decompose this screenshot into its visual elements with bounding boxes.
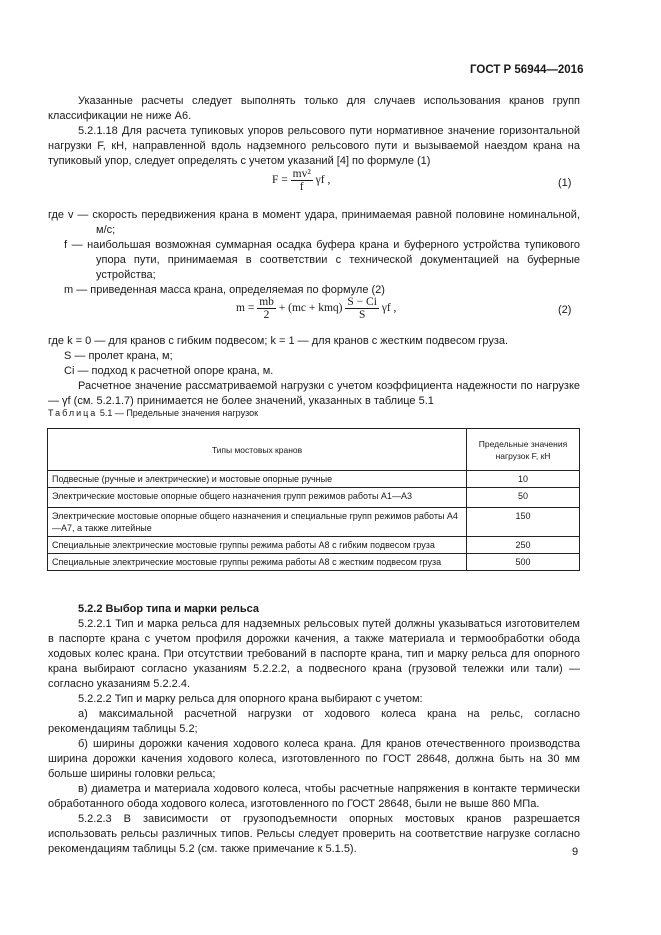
paragraph-5-2-2-2: 5.2.2.2 Тип и марку рельса для опорного крана выбирают с учетом: — [78, 693, 423, 705]
formula-2: m = $\frac{mb}{2}$ + (mc + kmq) $\frac{S - Ci}{S}$ γf , — [236, 296, 397, 321]
table-row: Электрические мостовые опорные общего назначения групп режимов работы А1—А3 50 — [48, 488, 580, 508]
formula-1-number: (1) — [558, 177, 572, 189]
definition-m: m — приведенная масса крана, определяемая по формуле (2) — [64, 284, 385, 296]
formula-2-fraction-1: $\frac{mb}{2}$ — [259, 296, 274, 321]
table-row: Электрические мостовые опорные общего назначения и специальные групп режимов работы А4—А7, а также литейные 150 — [48, 508, 580, 537]
table-header-row — [48, 429, 580, 471]
paragraph-5-2-1-18: 5.2.1.18 Для расчета тупиковых упоров рельсового пути нормативное значение горизонтальной нагрузки F, кН, направленной вдоль надземного рельсового пути и вызываемой наездом крана на тупиковый упор, следует определять с учетом указаний [4] по формуле (1) — [48, 125, 580, 167]
formula-2-number: (2) — [558, 304, 572, 316]
intro-paragraph: Указанные расчеты следует выполнять только для случаев использования кранов групп классификации не ниже А6. — [48, 95, 580, 122]
definition-k: где k = 0 — для кранов с гибким подвесом; k = 1 — для кранов с жестким подвесом груза. — [48, 335, 509, 347]
list-item-b: б) ширины дорожки качения ходового колеса крана. Для кранов отечественного производства ширина дорожки качения ходового колеса, изготовленного по ГОСТ 28648, должна быть на 30 мм больше ширины головки рельса; — [48, 738, 580, 780]
calc-paragraph: Расчетное значение рассматриваемой нагрузки с учетом коэффициента надежности по нагрузке — γf (см. 5.2.1.7) принимается не более значений, указанных в таблице 5.1 — [48, 380, 580, 407]
formula-2-fraction-2: $\frac{S - Ci}{S}$ — [347, 296, 377, 321]
paragraph-5-2-2-1: 5.2.2.1 Тип и марка рельса для надземных рельсовых путей должны указываться изготовителем в паспорте крана с учетом профиля дорожки качения, а также материала и термообработки обода ходовых колес крана. При отсутствии требований в паспорте крана, тип и марку рельса для опорного крана выбирают согласно указаниям 5.2.2.2, а подвесного крана (грузовой тележки или тали) — согласно указаниям 5.2.2.4. — [48, 618, 580, 690]
definition-v: где v — скорость передвижения крана в момент удара, принимаемая равной половине номинальной, м/с; — [48, 209, 580, 236]
formula-1: F = $\frac{\text{mv²}}{f}$ γf , — [272, 168, 331, 193]
definition-ci: Ci — подход к расчетной опоре крана, м. — [64, 365, 274, 377]
definition-f: f — наибольшая возможная суммарная осадка буфера крана и буферного устройства тупикового упора пути, принимаемая в соответствии с технической документацией на буферные устройства; — [64, 239, 580, 281]
list-item-c: в) диаметра и материала ходового колеса, чтобы расчетные напряжения в контакте термически обработанного обода ходового колеса, изготовленного по ГОСТ 28648, были не выше 860 МПа. — [48, 783, 580, 810]
limits-table — [47, 428, 580, 571]
section-heading: 5.2.2 Выбор типа и марки рельса — [78, 603, 260, 615]
column-header-limit-values: Предельные значения нагрузок F, кН — [467, 429, 580, 471]
table-row: Специальные электрические мостовые группы режима работы А8 с гибким подвесом груза 250 — [48, 537, 580, 554]
definition-s: S — пролет крана, м; — [64, 350, 173, 362]
table-caption: Таблица 5.1 — Предельные значения нагрузок — [48, 408, 259, 418]
table-row: Специальные электрические мостовые группы режима работы А8 с жестким подвесом груза 500 — [48, 554, 580, 571]
column-header-crane-types: Типы мостовых кранов — [48, 429, 467, 471]
formula-1-fraction: $\frac{\text{mv²}}{f}$ — [292, 168, 311, 193]
table-row: Подвесные (ручные и электрические) и мостовые опорные ручные 10 — [48, 471, 580, 488]
page-number: 9 — [572, 846, 579, 858]
standard-header: ГОСТ Р 56944—2016 — [470, 64, 584, 76]
section-5-2-2 — [48, 602, 580, 857]
list-item-a: а) максимальной расчетной нагрузки от ходового колеса крана на рельс, согласно рекомендациям таблицы 5.2; — [48, 708, 580, 735]
paragraph-5-2-2-3: 5.2.2.3 В зависимости от грузоподъемности опорных мостовых кранов разрешается использовать рельсы различных типов. Рельсы следует проверить на соответствие нагрузке согласно рекомендациям таблицы 5.2 (см. также примечание к 5.1.5). — [48, 813, 580, 855]
